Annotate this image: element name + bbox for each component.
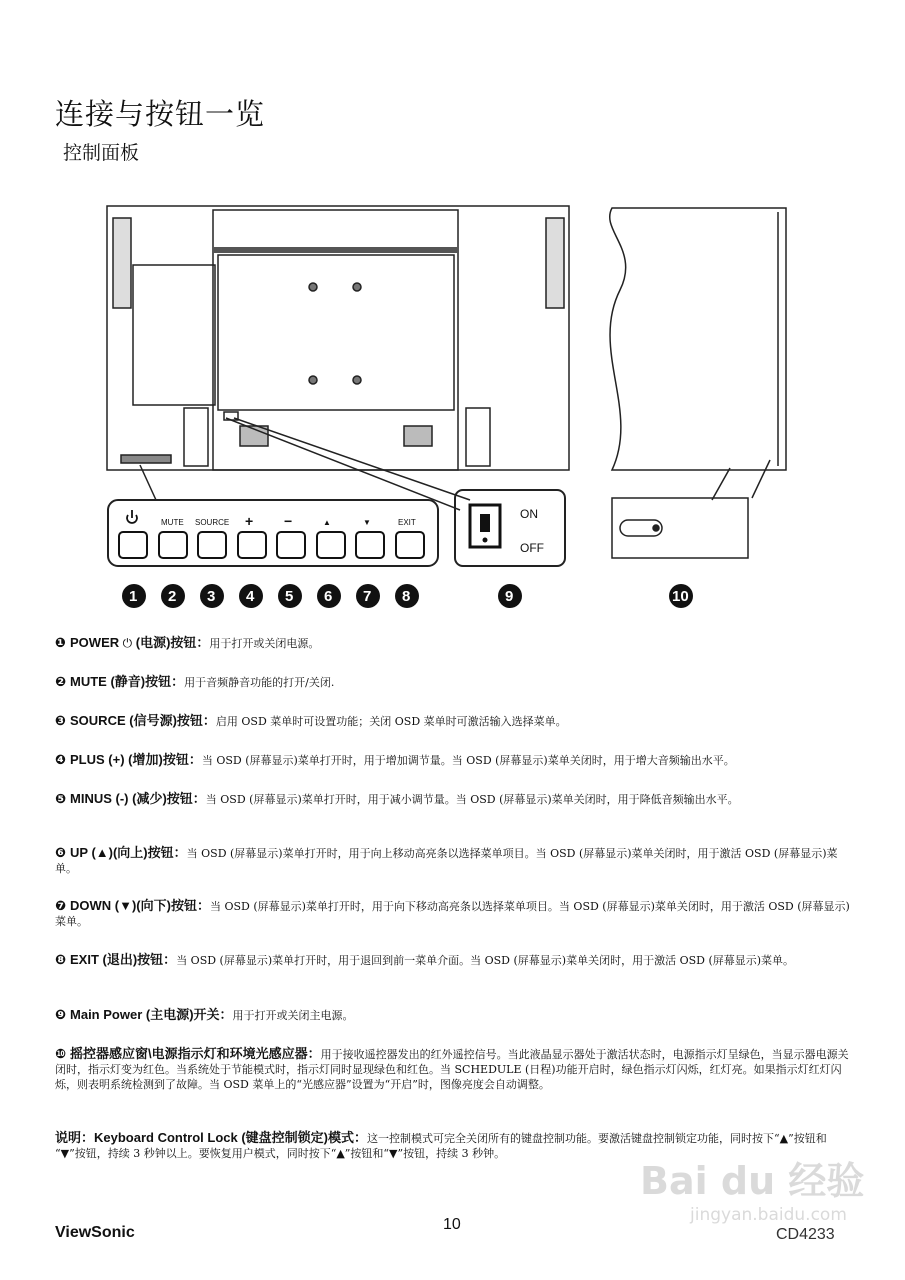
callout-4: 4 [246,588,255,605]
item-sensor: ❿ 摇控器感应窗\电源指示灯和环境光感应器：用于接收遥控器发出的红外遥控信号。当此液晶显示器处于激活状态时，电源指示灯呈绿色，当显示器电源关闭时，指示灯变为红色。当系统处于节能模式时，指示灯同时显现绿色和红色。当 SCHEDULE (日程)功能开启时，绿色指示灯闪烁，红灯亮。如果指示灯红灯闪烁，则表明系统检测到了故障。当 OSD 菜单上的“光感应器”设置为“开启”时，图像亮度会自动调整。 [55,1046,849,1091]
button-label-down: ▼ [363,518,371,527]
button-label-plus: + [245,513,254,529]
minus-button[interactable] [277,532,305,558]
power-button[interactable] [119,532,147,558]
plus-button[interactable] [238,532,266,558]
callout-8: 8 [402,588,411,605]
button-label-mute: MUTE [161,518,184,527]
down-button[interactable] [356,532,384,558]
page-number: 10 [443,1216,461,1233]
callout-1: 1 [129,588,138,605]
callout-10: 10 [672,588,689,605]
button-panel [108,500,438,566]
callout-numbers [122,584,693,608]
section-subtitle: 控制面板 [63,142,140,164]
exit-button[interactable] [396,532,424,558]
item-source: ❸ SOURCE (信号源)按钮：启用 OSD 菜单时可设置功能；关闭 OSD 菜单时可激活输入选择菜单。 [55,713,567,729]
button-label-minus: − [284,513,293,529]
switch-on-label: ON [520,507,538,521]
item-minus: ❺ MINUS (-) (减少)按钮：当 OSD (屏幕显示)菜单打开时，用于减小调节量。当 OSD (屏幕显示)菜单关闭时，用于降低音频输出水平。 [55,791,739,807]
footer-brand: ViewSonic [55,1224,135,1241]
item-mute: ❷ MUTE (静音)按钮：用于音频静音功能的打开/关闭. [55,674,335,690]
item-up: ❻ UP (▲)(向上)按钮：当 OSD (屏幕显示)菜单打开时，用于向上移动高亮条以选择菜单项目。当 OSD (屏幕显示)菜单关闭时，用于激活 OSD (屏幕显示)菜单。 [55,845,838,875]
item-exit: ❽ EXIT (退出)按钮：当 OSD (屏幕显示)菜单打开时，用于退回到前一菜单介面。当 OSD (屏幕显示)菜单关闭时，用于激活 OSD (屏幕显示)菜单。 [55,952,795,968]
switch-off-label: OFF [520,541,544,555]
power-icon: ⏻ [122,636,133,650]
callout-9: 9 [505,588,514,605]
monitor-rear-illustration [107,206,569,510]
item-plus: ❹ PLUS (+) (增加)按钮：当 OSD (屏幕显示)菜单打开时，用于增加调节量。当 OSD (屏幕显示)菜单关闭时，用于增大音频输出水平。 [55,752,735,768]
monitor-side-illustration [610,208,786,558]
button-label-exit: EXIT [398,518,416,527]
footer-model: CD4233 [776,1226,835,1243]
power-icon [127,510,137,523]
up-button[interactable] [317,532,345,558]
control-panel-diagram [0,190,905,620]
item-power: ❶ POWER ⏻ (电源)按钮：用于打开或关闭电源。 [55,635,320,651]
watermark-url: jingyan.baidu.com [690,1205,847,1225]
page-title: 连接与按钮一览 [55,97,266,131]
item-main-power: ❾ Main Power (主电源)开关：用于打开或关闭主电源。 [55,1007,354,1023]
callout-5: 5 [285,588,294,605]
main-power-switch [455,490,565,566]
callout-2: 2 [168,588,177,605]
button-label-up: ▲ [323,518,331,527]
mute-button[interactable] [159,532,187,558]
callout-3: 3 [207,588,216,605]
callout-6: 6 [324,588,333,605]
callout-7: 7 [363,588,372,605]
button-label-source: SOURCE [195,518,230,527]
item-down: ❼ DOWN (▼)(向下)按钮：当 OSD (屏幕显示)菜单打开时，用于向下移动高亮条以选择菜单项目。当 OSD (屏幕显示)菜单关闭时，用于激活 OSD (屏幕显示)菜单。 [55,898,850,928]
source-button[interactable] [198,532,226,558]
watermark-logo: Bai du 经验 [640,1159,865,1203]
note-keyboard-lock: 说明：Keyboard Control Lock (键盘控制锁定)模式：这一控制模式可完全关闭所有的键盘控制功能。要激活键盘控制锁定功能，同时按下“▲”按钮和 “▼”按钮，持续 3 秒钟以上。要恢复用户模式，同时按下“▲”按钮和“▼”按钮，持续 3 秒钟。 [55,1130,827,1160]
